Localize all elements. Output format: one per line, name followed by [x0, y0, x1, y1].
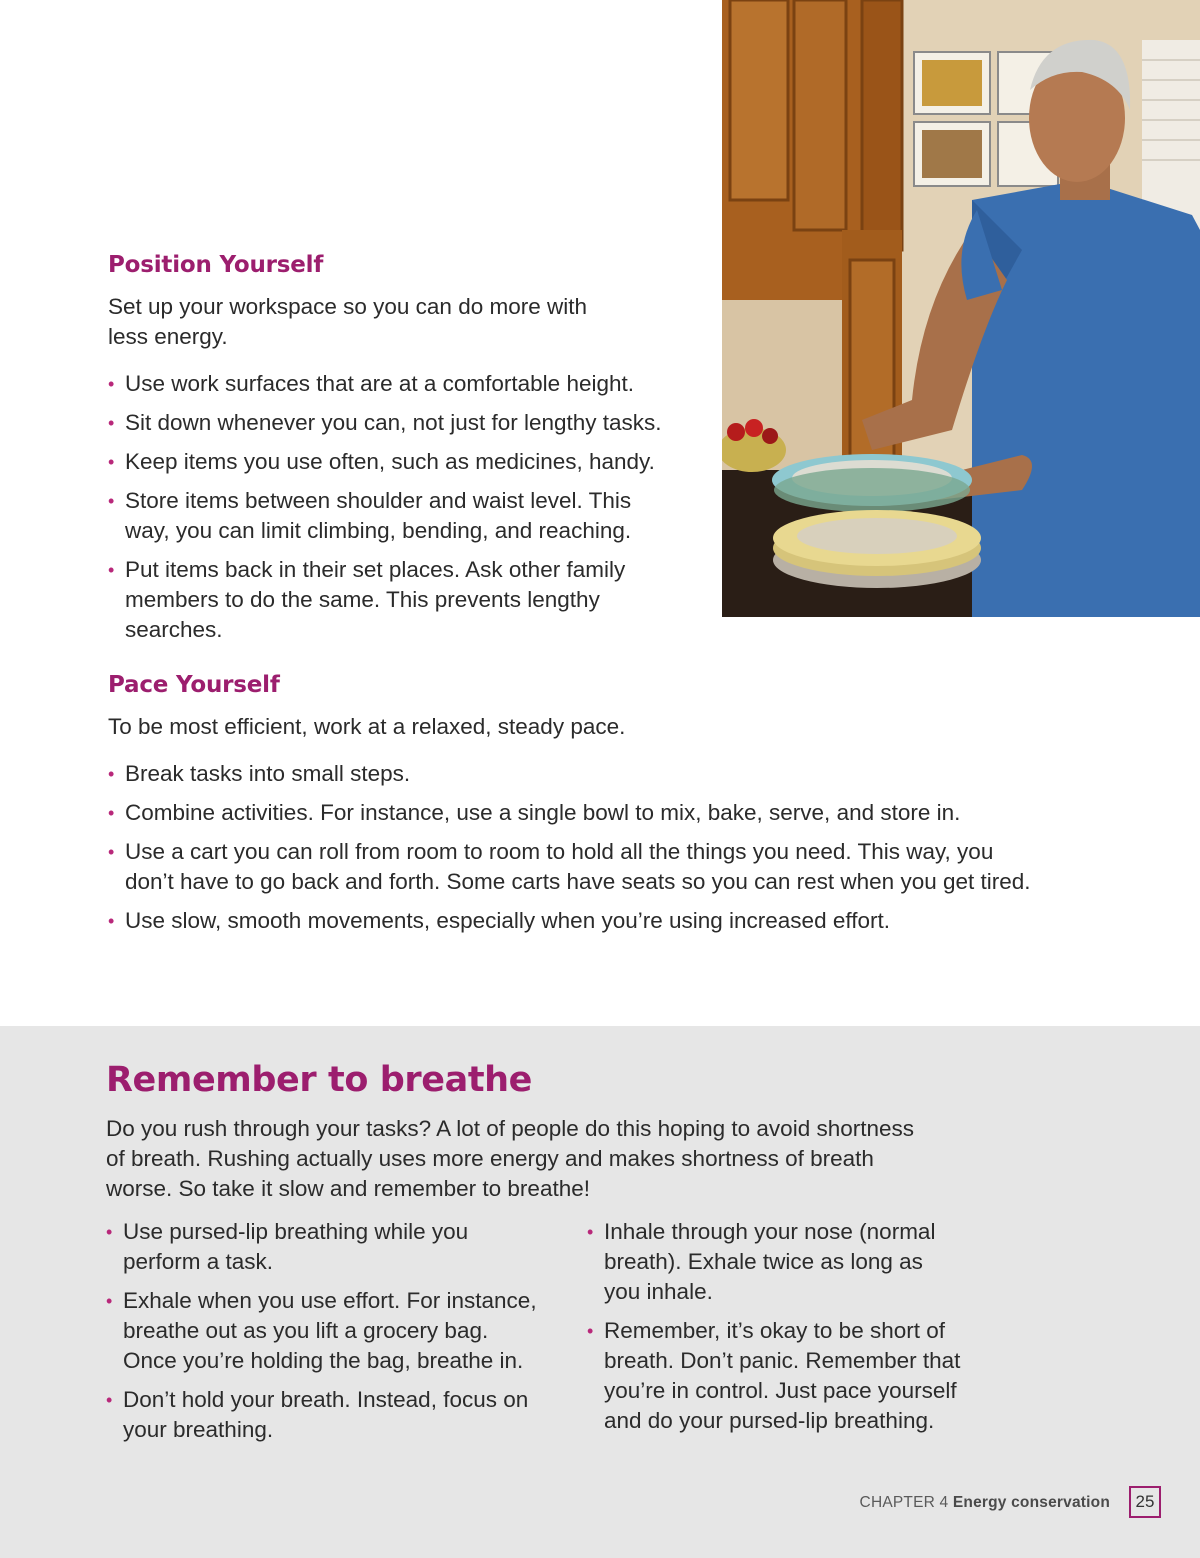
chapter-label: CHAPTER 4 — [859, 1494, 949, 1511]
position-yourself-heading: Position Yourself — [108, 252, 324, 278]
list-item: • Use pursed-lip breathing while you perform a task. — [106, 1217, 576, 1277]
list-item: • Combine activities. For instance, use a single bowl to mix, bake, serve, and store in. — [108, 798, 1108, 828]
list-item: • Don’t hold your breath. Instead, focus on your breathing. — [106, 1385, 576, 1445]
breathe-heading: Remember to breathe — [106, 1060, 533, 1100]
breathe-intro: Do you rush through your tasks? A lot of people do this hoping to avoid shortness of breath. Rushing actually uses more energy and makes shortness of breath worse. So take it slow and remember to breathe! — [106, 1116, 915, 1201]
breathe-left-bullet-list — [106, 1217, 576, 1454]
position-intro — [108, 292, 587, 352]
list-item: • Use work surfaces that are at a comfortable height. — [108, 369, 708, 399]
list-item: • Remember, it’s okay to be short of breath. Don’t panic. Remember that you’re in control. Just pace yourself and do your pursed-lip breathing. — [587, 1316, 1007, 1436]
position-bullet-list — [108, 369, 708, 654]
position-intro-line-2: less energy. — [108, 324, 228, 349]
page-number: 25 — [1129, 1486, 1161, 1518]
list-item: • Break tasks into small steps. — [108, 759, 1108, 789]
list-item: • Keep items you use often, such as medicines, handy. — [108, 447, 708, 477]
list-item: • Put items back in their set places. Ask other family members to do the same. This prevents lengthy searches. — [108, 555, 708, 645]
chapter-title: Energy conservation — [952, 1494, 1110, 1511]
list-item: • Sit down whenever you can, not just for lengthy tasks. — [108, 408, 708, 438]
chapter-footer — [860, 1494, 1110, 1512]
pace-intro: To be most efficient, work at a relaxed, steady pace. — [108, 714, 626, 739]
list-item: • Store items between shoulder and waist level. This way, you can limit climbing, bending, and reaching. — [108, 486, 708, 546]
list-item: • Inhale through your nose (normal breath). Exhale twice as long as you inhale. — [587, 1217, 1007, 1307]
pace-yourself-heading: Pace Yourself — [108, 672, 280, 698]
list-item: • Use a cart you can roll from room to room to hold all the things you need. This way, you don’t have to go back and forth. Some carts have seats so you can rest when you get tired. — [108, 837, 1108, 897]
list-item: • Use slow, smooth movements, especially when you’re using increased effort. — [108, 906, 1108, 936]
position-intro-line-1: Set up your workspace so you can do more with — [108, 294, 587, 319]
pace-bullet-list — [108, 759, 1108, 945]
breathe-right-bullet-list — [587, 1217, 1007, 1445]
list-item: • Exhale when you use effort. For instance, breathe out as you lift a grocery bag. Once you’re holding the bag, breathe in. — [106, 1286, 576, 1376]
kitchen-photo — [722, 0, 1200, 617]
